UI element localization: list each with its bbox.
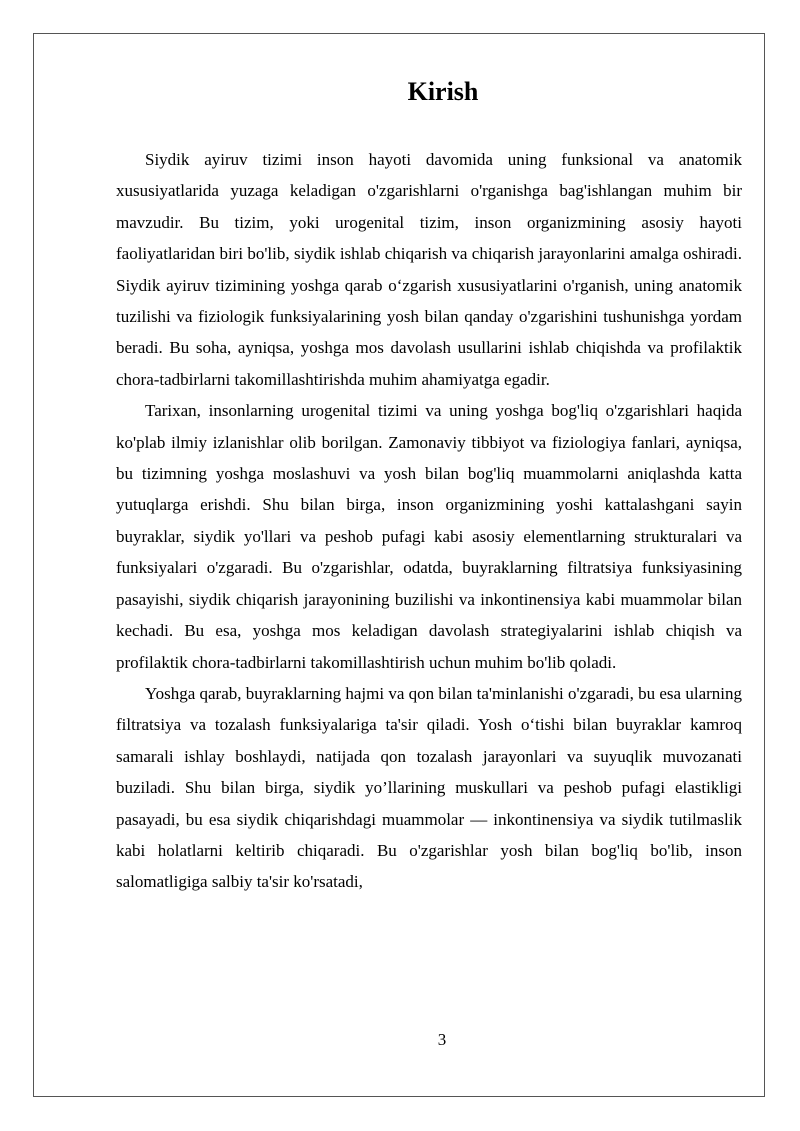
page-number: 3 <box>437 1030 447 1049</box>
page-title: Kirish <box>407 77 479 106</box>
paragraph-2: Tarixan, insonlarning urogenital tizimi va uning yoshga bog'liq o'zgarishlari haqida ko'plab ilmiy izlanishlar olib borilgan. Zamonaviy tibbiyot va fiziologiya fanlari, ayniqsa, bu tizimning yoshga moslashuvi va yosh bilan bog'liq muammolarni aniqlashda katta yutuqlarga erishdi. Shu bilan birga, inson organizmining yoshi kattalashgani sayin buyraklar, siydik yo'llari va peshob pufagi kabi asosiy elementlarning strukturalari va funksiyalari o'zgaradi. Bu o'zgarishlar, odatda, buyraklarning filtratsiya funksiyasining pasayishi, siydik chiqarish jarayonining buzilishi va inkontinensiya kabi muammolar bilan kechadi. Bu esa, yoshga mos keladigan davolash strategiyalarini ishlab chiqish va profilaktik chora-tadbirlarni takomillashtirish uchun muhim bo'lib qoladi. <box>116 401 742 672</box>
paragraph-1: Siydik ayiruv tizimi inson hayoti davomida uning funksional va anatomik xususiyatlarida yuzaga keladigan o'zgarishlarni o'rganishga bag'ishlangan muhim bir mavzudir. Bu tizim, yoki urogenital tizim, inson organizmining asosiy hayoti faoliyatlaridan biri bo'lib, siydik ishlab chiqarish va chiqarish jarayonlarini amalga oshiradi. Siydik ayiruv tizimining yoshga qarab o‘zgarish xususiyatlarini o'rganish, uning anatomik tuzilishi va fiziologik funksiyalarining yosh bilan qanday o'zgarishini tushunishga yordam beradi. Bu soha, ayniqsa, yoshga mos davolash usullarini ishlab chiqishda va profilaktik chora-tadbirlarni takomillashtirishda muhim ahamiyatga egadir. <box>116 150 742 389</box>
paragraph-3: Yoshga qarab, buyraklarning hajmi va qon bilan ta'minlanishi o'zgaradi, bu esa ularning filtratsiya va tozalash funksiyalariga ta'sir qiladi. Yosh o‘tishi bilan buyraklar kamroq samarali ishlay boshlaydi, natijada qon tozalash jarayonlari va suyuqlik muvozanati buziladi. Shu bilan birga, siydik yo’llarining muskullari va peshob pufagi elastikligi pasayadi, bu esa siydik chiqarishdagi muammolar — inkontinensiya va siydik tutilmaslik kabi holatlarni keltirib chiqaradi. Bu o'zgarishlar yosh bilan bog'liq bo'lib, inson salomatligiga salbiy ta'sir ko'rsatadi, <box>116 683 742 892</box>
body-text <box>116 144 742 898</box>
